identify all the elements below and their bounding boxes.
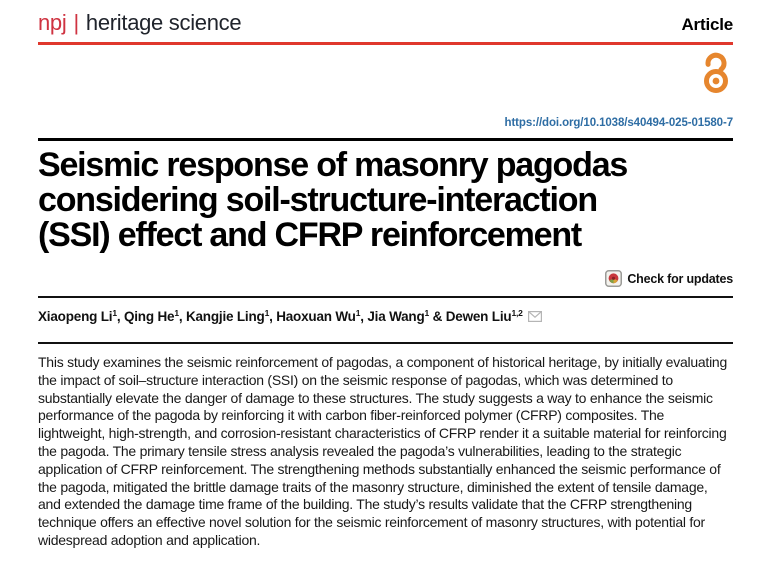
envelope-icon[interactable]	[528, 311, 542, 322]
crossmark-icon	[605, 270, 622, 287]
article-title	[38, 148, 733, 253]
journal-masthead	[38, 10, 733, 36]
author-separator: ,	[178, 308, 186, 324]
abstract-top-rule	[38, 342, 733, 345]
check-for-updates-label: Check for updates	[627, 271, 733, 286]
open-access-row	[38, 52, 733, 94]
open-access-padlock-icon[interactable]	[699, 52, 733, 94]
author-affiliation-sup: 1	[424, 307, 430, 318]
article-title-line-1: Seismic response of masonry pagodas	[38, 146, 628, 184]
doi-link[interactable]: https://doi.org/10.1038/s40494-025-01580-7	[504, 117, 733, 129]
author-name: Kangjie Ling	[185, 308, 265, 324]
author-affiliation-sup: 1	[355, 307, 361, 318]
author-separator: ,	[360, 308, 368, 324]
article-title-line-3: (SSI) effect and CFRP reinforcement	[38, 216, 582, 254]
author-list	[38, 303, 733, 327]
abstract-text: This study examines the seismic reinforcement of pagodas, a component of historical heritage, by initially evaluating the impact of soil–structure interaction (SSI) on the seismic response of pagodas, which was determined to substantially elevate the danger of damage to these structures. The study suggests a way to enhance the seismic performance of the pagoda by reinforcing it with carbon fiber-reinforced polymer (CFRP) composites. The lightweight, high-strength, and corrosion-resistant characteristics of CFRP render it a suitable material for reinforcing the pagoda. The primary tensile stress analysis revealed the pagoda’s vulnerabilities, leading to the strategic application of CFRP reinforcement. The strengthening methods substantially enhanced the seismic performance of the pagoda, mitigated the brittle damage traits of the masonry structure, diminished the extent of tensile damage, and extended the damage time frame of the building. The study’s results validate that the CFRP strengthening technique offers an effective novel solution for the seismic reinforcement of masonry structures, with potential for widespread adoption and application.	[38, 354, 728, 548]
author-affiliation-sup: 1	[174, 307, 179, 318]
author-name: Haoxuan Wu	[276, 308, 356, 324]
author-separator: &	[429, 308, 446, 324]
author-name: Xiaopeng Li	[38, 308, 113, 324]
authors-top-rule	[38, 296, 733, 298]
journal-logo	[38, 10, 241, 36]
author-affiliation-sup: 1	[112, 307, 117, 318]
check-for-updates-button[interactable]	[605, 270, 733, 287]
title-top-rule	[38, 138, 733, 141]
author-name: Jia Wang	[367, 308, 425, 324]
journal-name: heritage science	[85, 10, 242, 35]
article-type-label: Article	[681, 15, 733, 34]
check-for-updates-row	[38, 270, 733, 287]
author-affiliation-sup: 1	[264, 307, 270, 318]
author-name: Dewen Liu	[445, 308, 512, 324]
author-separator: ,	[116, 308, 124, 324]
logo-separator: |	[73, 10, 79, 35]
journal-brand: npj	[38, 10, 67, 35]
masthead-rule	[38, 42, 733, 45]
author-name: Qing He	[123, 308, 175, 324]
doi-row	[38, 113, 733, 131]
article-title-line-2: considering soil-structure-interaction	[38, 181, 597, 219]
author-affiliation-sup: 1,2	[511, 307, 523, 318]
author-separator: ,	[269, 308, 277, 324]
